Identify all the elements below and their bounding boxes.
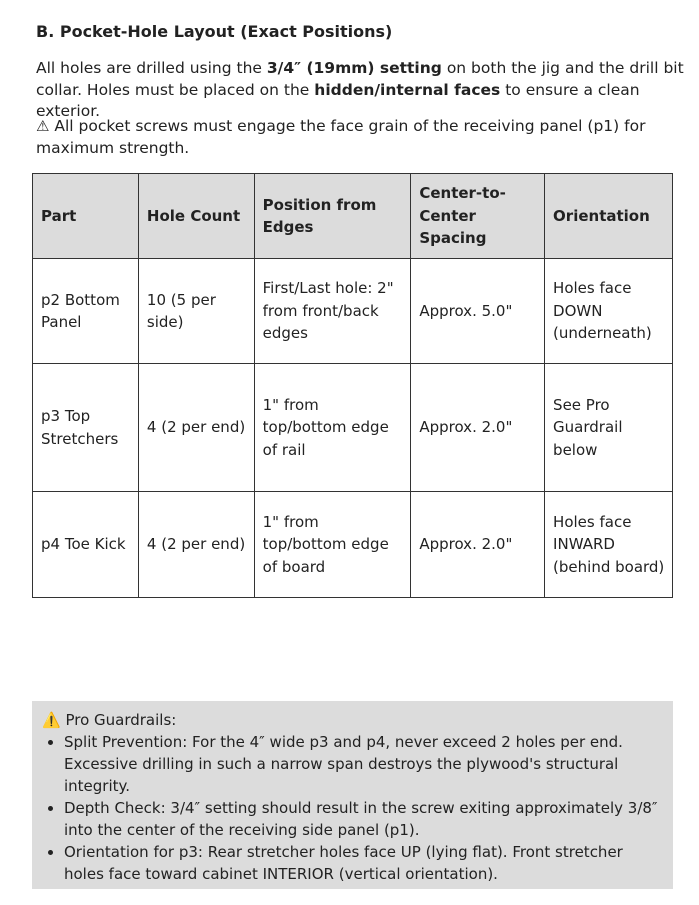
intro-text-3: to ensure a clean exterior. bbox=[36, 80, 640, 120]
cell-spacing: Approx. 2.0" bbox=[411, 492, 545, 598]
cell-hole-count: 4 (2 per end) bbox=[138, 492, 254, 598]
cell-part: p4 Toe Kick bbox=[33, 492, 139, 598]
table-row bbox=[33, 364, 673, 492]
cell-spacing: Approx. 2.0" bbox=[411, 364, 545, 492]
guardrails-title-text: Pro Guardrails: bbox=[60, 711, 177, 729]
pro-guardrails-box bbox=[32, 701, 673, 889]
cell-spacing: Approx. 5.0" bbox=[411, 259, 545, 364]
cell-position: 1" from top/bottom edge of rail bbox=[254, 364, 411, 492]
header-hole-count: Hole Count bbox=[138, 174, 254, 259]
cell-position: 1" from top/bottom edge of board bbox=[254, 492, 411, 598]
header-position: Position from Edges bbox=[254, 174, 411, 259]
intro-bold-setting: 3/4″ (19mm) setting bbox=[266, 59, 442, 77]
cell-hole-count: 4 (2 per end) bbox=[138, 364, 254, 492]
list-item: • Depth Check: 3/4″ setting should result in the screw exiting approximately 3/8″ into the center of the receiving side panel (p1). bbox=[64, 797, 663, 841]
cell-orientation: See Pro Guardrail below bbox=[545, 364, 673, 492]
list-item: • Orientation for p3: Rear stretcher holes face UP (lying flat). Front stretcher holes face toward cabinet INTERIOR (vertical orientation). bbox=[64, 841, 663, 885]
table-row bbox=[33, 492, 673, 598]
warning-sign-icon: ⚠️ bbox=[42, 711, 61, 729]
table-header-row bbox=[33, 174, 673, 259]
warning-note bbox=[36, 116, 656, 159]
header-orientation: Orientation bbox=[545, 174, 673, 259]
pocket-hole-table bbox=[32, 173, 673, 598]
cell-hole-count: 10 (5 per side) bbox=[138, 259, 254, 364]
cell-position: First/Last hole: 2" from front/back edges bbox=[254, 259, 411, 364]
intro-text-2: on both the jig and the drill bit collar. Holes must be placed on the bbox=[36, 59, 684, 99]
cell-orientation: Holes face DOWN (underneath) bbox=[545, 259, 673, 364]
cell-orientation: Holes face INWARD (behind board) bbox=[545, 492, 673, 598]
intro-text-1: All holes are drilled using the bbox=[36, 59, 267, 77]
section-heading: B. Pocket-Hole Layout (Exact Positions) bbox=[36, 22, 393, 41]
guardrails-title bbox=[42, 709, 663, 731]
guardrails-list bbox=[42, 731, 663, 885]
intro-paragraph bbox=[36, 58, 686, 123]
list-item: • Split Prevention: For the 4″ wide p3 and p4, never exceed 2 holes per end. Excessive drilling in such a narrow span destroys the plywood's structural integrity. bbox=[64, 731, 663, 797]
warning-icon: ⚠ bbox=[36, 117, 50, 135]
cell-part: p3 Top Stretchers bbox=[33, 364, 139, 492]
header-spacing: Center-to-Center Spacing bbox=[411, 174, 545, 259]
warning-text: All pocket screws must engage the face grain of the receiving panel (p1) for maximum strength. bbox=[36, 117, 646, 157]
cell-part: p2 Bottom Panel bbox=[33, 259, 139, 364]
intro-bold-faces: hidden/internal faces bbox=[314, 80, 501, 99]
header-part: Part bbox=[33, 174, 139, 259]
table-row bbox=[33, 259, 673, 364]
